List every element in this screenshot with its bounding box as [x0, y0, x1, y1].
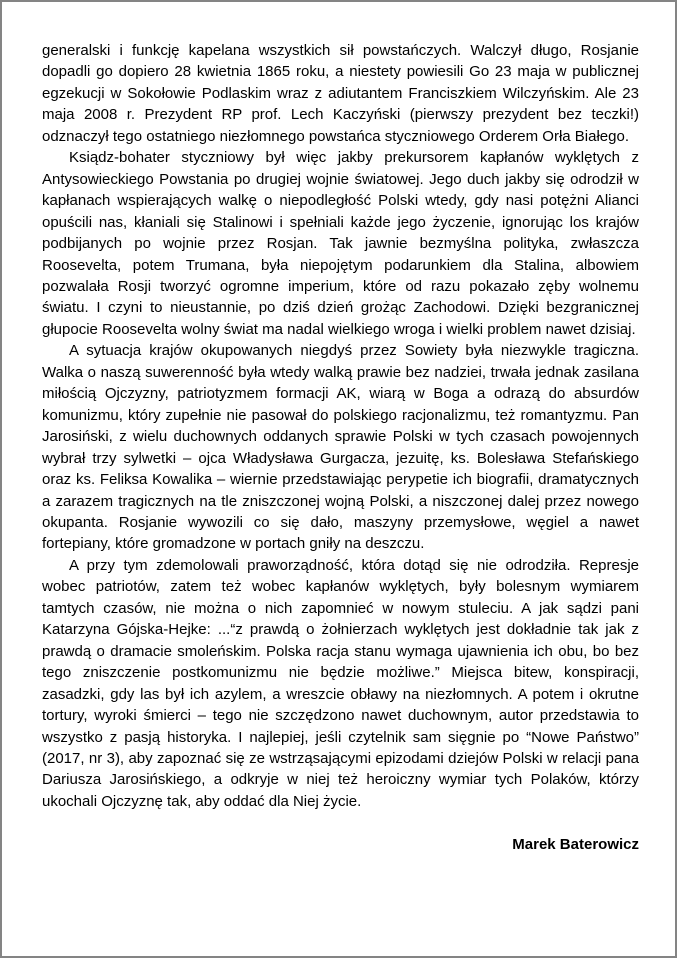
- author-signature: Marek Baterowicz: [512, 835, 639, 853]
- paragraph-4: A przy tym zdemolowali praworządność, która dotąd się nie odrodziła. Represje wobec patriotów, zatem też wobec kapłanów wyklętych, były bolesnym wymiarem tamtych czasów, nie można o nich zapomnieć w nowym stuleciu. A jak sądzi pani Katarzyna Gójska-Hejke: ...“z prawdą o żołnierzach wyklętych jest dokładnie tak jak z prawdą o dramacie smoleńskim. Polska racja stanu wymaga ujawnienia ich obu, bo bez tego zniszczenie postkomunizmu nie będzie możliwe.” Miejsca bitew, konspiracji, zasadzki, gdy las był ich azylem, a wreszcie obławy na niezłomnych. A potem i okrutne tortury, wyroki śmierci – tego nie szczędzono nawet duchownym, autor przedstawia to wszystko z pasją historyka. I najlepiej, jeśli czytelnik sam sięgnie po “Nowe Państwo” (2017, nr 3), aby zapoznać się ze wstrząsającymi epizodami dziejów Polski w relacji pana Dariusza Jarosińskiego, a odkryje w niej też heroiczny wymiar tych Polaków, którzy ukochali Ojczyznę tak, aby oddać dla Niej życie.: [42, 556, 639, 810]
- paragraph-3: A sytuacja krajów okupowanych niegdyś przez Sowiety była niezwykle tragiczna. Walka o naszą suwerenność była wtedy walką prawie bez nadziei, trwała jednak zasilana miłością Ojczyzny, patriotyzmem formacji AK, wiarą w Boga a odrazą do absurdów komunizmu, który zupełnie nie pasował do polskiego racjonalizmu, też romantyzmu. Pan Jarosiński, z wielu duchownych oddanych sprawie Polski w tych czasach powojennych wybrał trzy sylwetki – ojca Władysława Gurgacza, jezuitę, ks. Bolesława Stefańskiego oraz ks. Feliksa Kowalika – wiernie przedstawiając perypetie ich biografii, dramatycznych a zarazem tragicznych na tle zniszczonej wojną Polski, a niszczonej dalej przez nowego okupanta. Rosjanie wywozili co się dało, maszyny przemysłowe, węgiel a nawet fortepiany, które gromadzone w portach gniły na deszczu.: [42, 342, 639, 553]
- paragraph-2: Ksiądz-bohater styczniowy był więc jakby prekursorem kapłanów wyklętych z Antysowieckiego Powstania po drugiej wojnie światowej. Jego duch jakby się odrodził w kapłanach wspierających walkę o niepodległość Polski wtedy, gdy nasi potężni Alianci opuścili nas, kłaniali się Stalinowi i spełniali każde jego życzenie, ignorując los krajów podbijanych po wojnie przez Rosjan. Tak jawnie bezmyślna polityka, zwłaszcza Roosevelta, potem Trumana, była niepojętym podarunkiem dla Stalina, albowiem pozwalała Rosji tworzyć ogromne imperium, które od razu pokazało zęby wolnemu światu. I czyni to nieustannie, po dziś dzień grożąc Zachodowi. Dzięki bezgranicznej głupocie Roosevelta wolny świat ma nadal wielkiego wroga i wielki problem nawet dzisiaj.: [42, 149, 639, 338]
- page-text: [42, 40, 639, 855]
- paragraph-1: generalski i funkcję kapelana wszystkich sił powstańczych. Walczył długo, Rosjanie dopadli go dopiero 28 kwietnia 1865 roku, a niestety powiesili Go 23 maja w publicznej egzekucji w Sokołowie Podlaskim wraz z adiutantem Franciszkiem Wilczyńskim. Ale 23 maja 2008 r. Prezydent RP prof. Lech Kaczyński (pierwszy prezydent bez teczki!) odznaczył tego ostatniego niezłomnego powstańca styczniowego Orderem Orła Białego.: [42, 42, 639, 145]
